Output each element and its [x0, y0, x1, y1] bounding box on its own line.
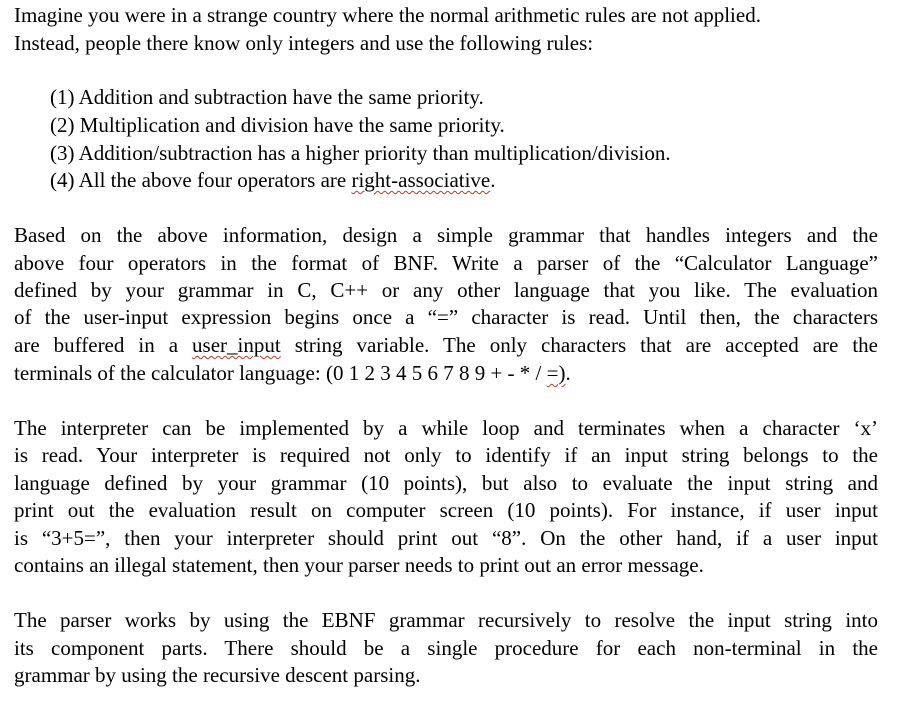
- para4-line-3: grammar by using the recursive descent parsing.: [14, 663, 421, 687]
- para2-line-5-suffix: string variable. The only characters that are accepted are the: [280, 333, 878, 357]
- rule-4-suffix: .: [490, 168, 496, 192]
- spellcheck-flagged-word: user_input: [192, 333, 281, 357]
- rule-2: (2) Multiplication and division have the same priority.: [50, 113, 505, 137]
- para3-line-3: language defined by your grammar (10 points), but also to evaluate the input string and: [14, 471, 878, 495]
- para4-line-1: The parser works by using the EBNF grammar recursively to resolve the input string into: [14, 608, 878, 632]
- intro-line-1: Imagine you were in a strange country where the normal arithmetic rules are not applied.: [14, 3, 761, 27]
- para3-line-6: contains an illegal statement, then your parser needs to print out an error message.: [14, 553, 704, 577]
- spellcheck-flagged-word: right-associative: [351, 168, 491, 192]
- rule-4: [50, 167, 496, 193]
- para2-line-6-suffix: .: [565, 361, 571, 385]
- para2-line-1: Based on the above information, design a simple grammar that handles integers and the: [14, 223, 878, 247]
- para2-line-6-prefix: terminals of the calculator language: (0 1 2 3 4 5 6 7 8 9 + - * /: [14, 361, 547, 385]
- para3-line-1: The interpreter can be implemented by a while loop and terminates when a character ‘x’: [14, 416, 878, 440]
- intro-line-2: Instead, people there know only integers and use the following rules:: [14, 31, 594, 55]
- para4-line-2: its component parts. There should be a single procedure for each non-terminal in the: [14, 636, 878, 660]
- para2-line-2: above four operators in the format of BNF. Write a parser of the “Calculator Language”: [14, 251, 878, 275]
- para3-line-5: is “3+5=”, then your interpreter should print out “8”. On the other hand, if a user input: [14, 526, 878, 550]
- para2-line-3: defined by your grammar in C, C++ or any other language that you like. The evaluation: [14, 278, 878, 302]
- para2-line-4: of the user-input expression begins once a “=” character is read. Until then, the characters: [14, 305, 878, 329]
- rule-4-prefix: (4) All the above four operators are: [50, 168, 352, 192]
- para3-line-2: is read. Your interpreter is required not only to identify if an input string belongs to the: [14, 443, 878, 467]
- rule-3: (3) Addition/subtraction has a higher priority than multiplication/division.: [50, 141, 671, 165]
- para3-line-4: print out the evaluation result on computer screen (10 points). For instance, if user input: [14, 498, 878, 522]
- para2-line-6: [14, 360, 571, 386]
- para2-line-5: [14, 332, 878, 358]
- para2-line-5-prefix: are buffered in a: [14, 333, 193, 357]
- rule-1: (1) Addition and subtraction have the same priority.: [50, 85, 484, 109]
- spellcheck-flagged-token: =): [546, 361, 566, 385]
